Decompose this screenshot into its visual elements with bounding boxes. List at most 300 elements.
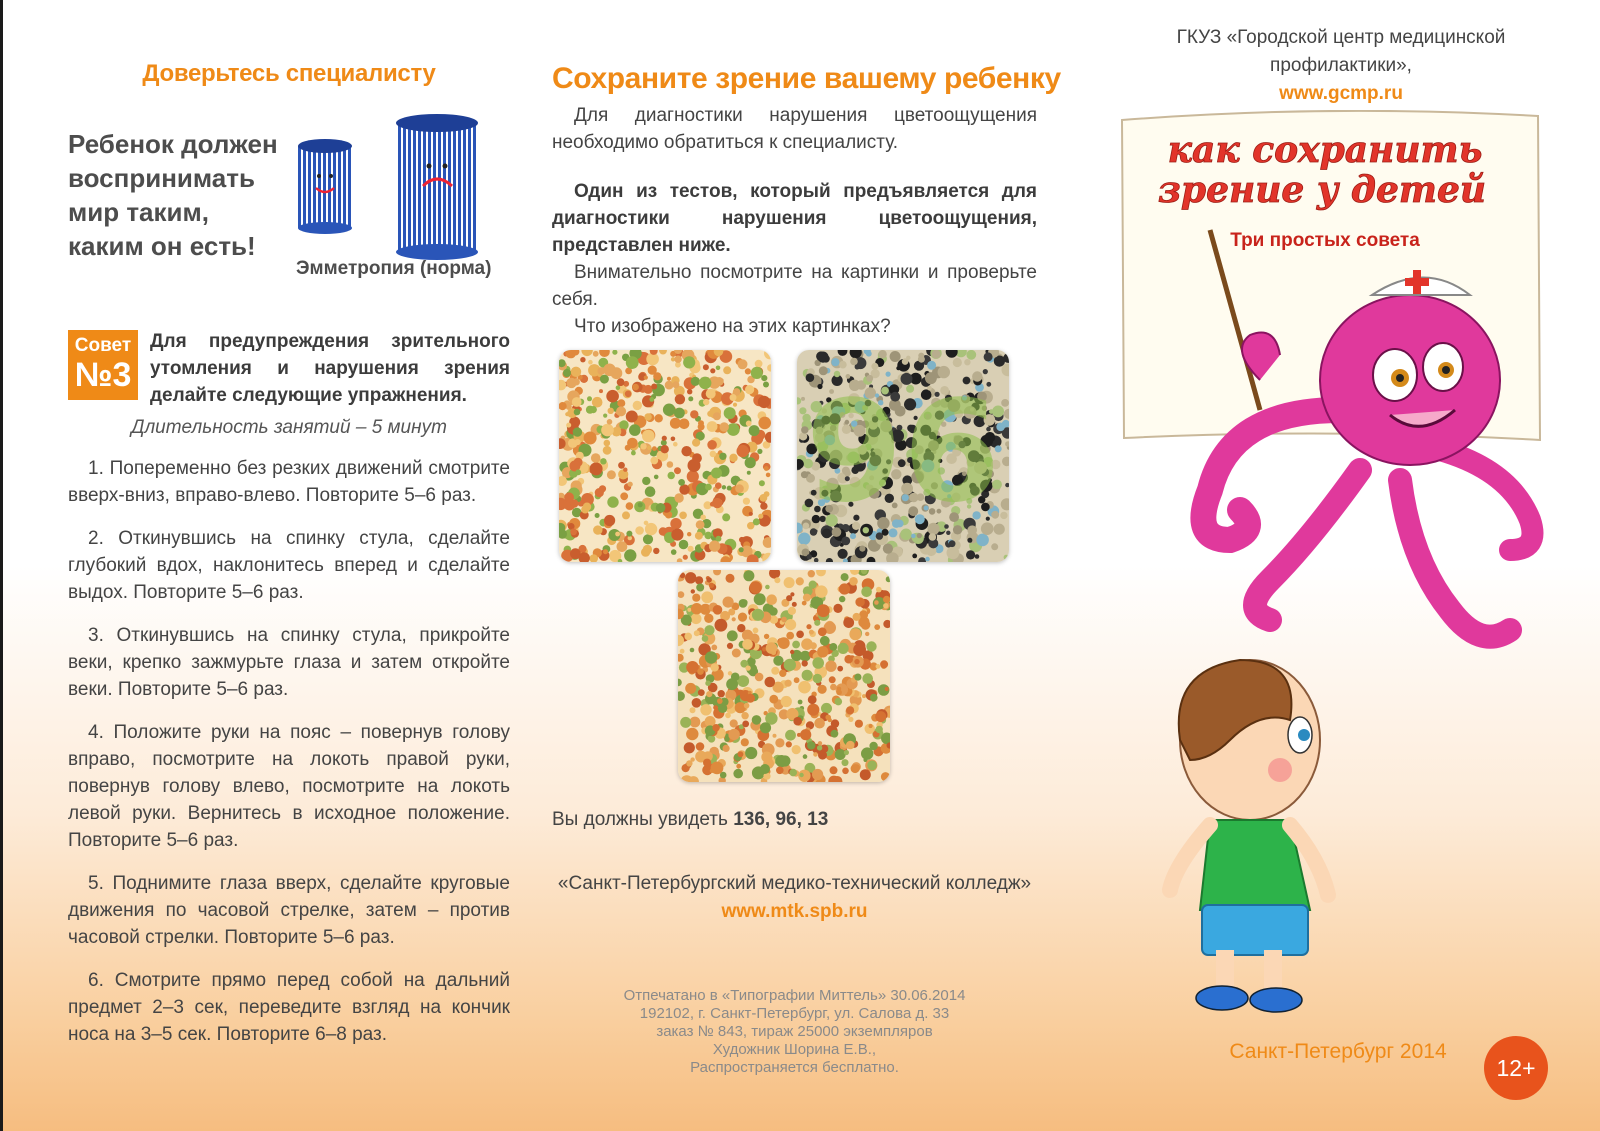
plate-dot xyxy=(817,646,828,657)
plate-dot xyxy=(758,514,763,519)
plate-dot xyxy=(862,673,873,684)
plate-dot xyxy=(672,381,679,388)
plate-dot xyxy=(629,424,641,436)
plate-dot xyxy=(627,438,638,449)
plate-dot xyxy=(878,350,886,358)
plate-dot xyxy=(688,546,694,552)
plate-dot xyxy=(705,484,712,491)
plate-dot xyxy=(640,443,646,449)
plate-dot xyxy=(860,769,871,780)
plate-dot xyxy=(883,544,893,554)
plate-dot xyxy=(628,482,633,487)
plate-dot xyxy=(723,366,731,374)
plate-dot xyxy=(718,690,725,697)
plate-dot xyxy=(703,399,709,405)
plate-dot xyxy=(574,409,581,416)
plate-dot xyxy=(617,541,628,552)
plate-dot xyxy=(814,718,825,729)
plate-dot xyxy=(604,515,615,526)
org-link[interactable]: www.gcmp.ru xyxy=(1279,83,1403,104)
plate-dot xyxy=(700,515,706,521)
plate-dot xyxy=(803,594,811,602)
plate-dot xyxy=(842,768,849,775)
plate-dot xyxy=(590,462,603,475)
plate-dot xyxy=(790,650,794,654)
plate-dot xyxy=(760,764,770,774)
plate-dot xyxy=(867,761,877,771)
plate-dot xyxy=(839,583,850,594)
plate-dot xyxy=(667,461,674,468)
plate-dot xyxy=(739,547,744,552)
plate-dot xyxy=(861,747,873,759)
plate-dot xyxy=(690,410,698,418)
plate-dot xyxy=(723,745,730,752)
plate-dot xyxy=(607,419,613,425)
plate-dot xyxy=(588,360,593,365)
plate-dot xyxy=(654,475,659,480)
plate-dot xyxy=(719,453,726,460)
plate-dot xyxy=(764,634,769,639)
plate-dot xyxy=(683,356,695,368)
plate-dot xyxy=(880,660,888,668)
plate-dot xyxy=(623,468,627,472)
plate-dot xyxy=(603,549,608,554)
plate-dot xyxy=(975,554,980,559)
plate-dot xyxy=(712,724,719,731)
plate-dot xyxy=(692,594,700,602)
plate-dot xyxy=(801,397,805,401)
organization: ГКУЗ «Городской центр медицинской профилактики», www.gcmp.ru xyxy=(1106,24,1576,108)
plate-dot xyxy=(844,750,849,755)
plate-dot xyxy=(580,357,585,362)
plate-dot xyxy=(700,704,711,715)
intro-paragraph: Для диагностики нарушения цветоощущения необходимо обратиться к специалисту. xyxy=(552,105,1037,153)
plate-dot xyxy=(766,594,777,605)
plate-dot xyxy=(799,773,803,777)
plate-dot xyxy=(810,642,817,649)
plate-dot xyxy=(875,711,886,722)
plate-dot xyxy=(854,674,861,681)
plate-dot xyxy=(754,593,766,605)
plate-dot xyxy=(831,719,839,727)
plate-dot xyxy=(896,366,900,370)
plate-dot xyxy=(707,440,717,450)
plate-dot xyxy=(786,632,794,640)
plate-dot xyxy=(807,554,812,559)
plate-dot xyxy=(727,643,733,649)
plate-dot xyxy=(699,377,712,390)
plate-dot xyxy=(722,485,726,489)
plate-dot xyxy=(575,469,581,475)
plate-dot xyxy=(846,741,855,750)
emmetropia-label: Эмметропия (норма) xyxy=(296,258,492,279)
plate-dot xyxy=(746,694,755,703)
plate-dot xyxy=(855,364,860,369)
plate-dot xyxy=(617,399,625,407)
plate-dot xyxy=(829,676,836,683)
plate-dot xyxy=(839,596,845,602)
city-year: Санкт-Петербург 2014 xyxy=(1229,1040,1447,1063)
plate-dot xyxy=(690,648,695,653)
plate-dot xyxy=(812,657,824,669)
plate-dot xyxy=(674,356,681,363)
plate-dot xyxy=(692,453,702,463)
plate-dot xyxy=(890,351,901,362)
plate-dot xyxy=(741,599,747,605)
plate-dot xyxy=(848,717,853,722)
plate-dot xyxy=(600,458,606,464)
plate-dot xyxy=(626,502,634,510)
plate-dot xyxy=(563,369,571,377)
plate-dot xyxy=(691,589,695,593)
plate-dot xyxy=(591,453,601,463)
plate-dot xyxy=(694,630,700,636)
plate-dot xyxy=(656,503,666,513)
plate-dot xyxy=(841,537,850,546)
plate-dot xyxy=(765,677,776,688)
plate-dot xyxy=(647,446,651,450)
plate-dot xyxy=(807,741,815,749)
plate-dot xyxy=(711,663,719,671)
plate-dot xyxy=(855,720,863,728)
plate-dot xyxy=(595,513,600,518)
plate-dot xyxy=(766,642,778,654)
plate-dot xyxy=(684,633,692,641)
plate-dot xyxy=(792,745,801,754)
plate-dot xyxy=(615,532,620,537)
plate-dot xyxy=(752,609,764,621)
plate-dot xyxy=(619,420,628,429)
college-block: «Санкт-Петербургский медико-технический колледж» www.mtk.spb.ru xyxy=(552,870,1037,926)
plate-dot xyxy=(733,403,737,407)
poster-illustration xyxy=(1110,110,1580,670)
plate-dot xyxy=(717,698,723,704)
plate-dot xyxy=(678,479,685,486)
plate-dot xyxy=(745,665,750,670)
plate-dot xyxy=(564,492,574,502)
page-edge xyxy=(0,0,3,1131)
plate-dot xyxy=(813,674,822,683)
right-column xyxy=(1070,0,1600,1131)
small-cylinder xyxy=(298,139,352,234)
plate-dot xyxy=(690,707,696,713)
plate-dot xyxy=(838,643,849,654)
plate-dot xyxy=(687,532,691,536)
plate-dot xyxy=(686,728,698,740)
boy-figure xyxy=(1170,660,1328,1012)
plate-dot xyxy=(755,673,764,682)
plate-dot xyxy=(733,769,743,779)
plate-dot xyxy=(736,764,741,769)
plate-dot xyxy=(779,670,786,677)
plate-dot xyxy=(631,451,636,456)
plate-dot xyxy=(876,587,882,593)
plate-dot xyxy=(785,730,796,741)
plate-dot xyxy=(712,498,722,508)
test-paragraph: Один из тестов, который предъявляется для диагностики нарушения цветоощущения, представлен ниже. xyxy=(552,181,1037,256)
plate-dot xyxy=(835,749,846,760)
plate-dot xyxy=(617,378,625,386)
plate-dot xyxy=(622,511,630,519)
plate-dot xyxy=(803,754,808,759)
college-link[interactable]: www.mtk.spb.ru xyxy=(721,901,868,922)
plate-dot xyxy=(825,661,836,672)
plate-dot xyxy=(809,630,814,635)
plate-dot xyxy=(703,759,711,767)
duration-note: Длительность занятий – 5 минут xyxy=(131,417,447,438)
plate-dot xyxy=(781,696,792,707)
plate-dot xyxy=(684,742,695,753)
plate-dot xyxy=(991,543,998,550)
plate-dot xyxy=(713,705,718,710)
plate-dot xyxy=(601,424,614,437)
plate-dot xyxy=(692,439,700,447)
plate-dot xyxy=(728,729,739,740)
plate-dot xyxy=(757,449,762,454)
ishihara-plate-3 xyxy=(678,570,890,782)
left-column xyxy=(68,60,510,1045)
plate-dot xyxy=(796,577,804,585)
plate-dot xyxy=(758,417,771,430)
plate-dot xyxy=(584,432,597,445)
plate-dot xyxy=(781,617,787,623)
plate-dot xyxy=(738,359,748,369)
plate-dot xyxy=(820,636,830,646)
plate-dot xyxy=(593,525,602,534)
plate-dot xyxy=(638,502,643,507)
plate-dot xyxy=(850,533,856,539)
plate-dot xyxy=(607,470,616,479)
plate-dot xyxy=(663,404,675,416)
plate-dot xyxy=(779,755,790,766)
plate-dot xyxy=(707,421,718,432)
plate-dot xyxy=(722,513,730,521)
plate-dot xyxy=(773,656,783,666)
plate-dot xyxy=(691,603,702,614)
plate-dot xyxy=(726,574,735,583)
plate-dot xyxy=(744,703,750,709)
plate-dot xyxy=(802,660,808,666)
plate-dot xyxy=(731,673,740,682)
plate-dot xyxy=(688,396,693,401)
plate-dot xyxy=(966,350,976,360)
boy-illustration xyxy=(1150,650,1350,1020)
plate-dot xyxy=(616,406,626,416)
plate-dot xyxy=(674,408,685,419)
plate-dot xyxy=(737,445,749,457)
plate-dot xyxy=(707,577,712,582)
plate-dot xyxy=(855,597,864,606)
plate-dot xyxy=(701,591,713,603)
plate-dot xyxy=(670,518,681,529)
plate-dot xyxy=(695,532,703,540)
plate-dot xyxy=(814,620,820,626)
plate-dot xyxy=(774,577,780,583)
plate-dot xyxy=(742,721,749,728)
plate-dot xyxy=(732,617,736,621)
plate-dot xyxy=(606,390,619,403)
plate-dot xyxy=(966,550,975,559)
plate-dot xyxy=(711,762,724,775)
plate-dot xyxy=(876,664,881,669)
plate-dot xyxy=(662,436,667,441)
plate-dot xyxy=(643,534,653,544)
plate-dot xyxy=(645,523,657,535)
plate-dot xyxy=(792,641,800,649)
plate-dot xyxy=(572,397,582,407)
plate-dot xyxy=(738,751,744,757)
plate-dot xyxy=(776,767,784,775)
plate-dot xyxy=(883,596,890,603)
plate-dot xyxy=(843,617,854,628)
poster-subtitle: Три простых совета xyxy=(1230,230,1420,251)
plate-dot xyxy=(681,446,691,456)
plate-dot xyxy=(679,419,690,430)
poster-title-2: зрение у детей xyxy=(1157,169,1487,211)
plate-dot xyxy=(853,764,860,771)
plate-dot xyxy=(831,730,839,738)
exercise-item: 1. Попеременно без резких движений смотрите вверх-вниз, вправо-влево. Повторите 5–6 раз. xyxy=(68,458,510,506)
plate-dot xyxy=(853,613,861,621)
plate-dot xyxy=(652,446,657,451)
plate-dot xyxy=(846,706,854,714)
plate-dot xyxy=(746,421,752,427)
plate-dot xyxy=(696,520,705,529)
plate-dot xyxy=(870,694,878,702)
plate-dot xyxy=(618,462,625,469)
plate-dot xyxy=(607,496,618,507)
plate-dot xyxy=(581,506,589,514)
ishihara-plate-2 xyxy=(797,350,1009,562)
plate-dot xyxy=(745,747,757,759)
plate-dot xyxy=(683,555,688,560)
age-rating-badge: 12+ xyxy=(1484,1036,1548,1100)
plate-dot xyxy=(861,587,872,598)
plate-dot xyxy=(679,540,689,550)
plate-dot xyxy=(713,412,721,420)
plate-dot xyxy=(730,719,738,727)
exercise-item: 4. Положите руки на пояс – повернув голову вправо, посмотрите на локоть правой руки, повернув голову влево, посмотрите на локоть левой руки. Вернитесь в исходное положение. Повторите 5–6 раз. xyxy=(68,722,510,851)
plate-dot xyxy=(674,493,683,502)
plate-dot xyxy=(775,738,784,747)
plate-dot xyxy=(716,366,721,371)
plate-dot xyxy=(592,397,603,408)
plate-dot xyxy=(881,772,890,781)
plate-dot xyxy=(705,651,717,663)
plate-dot xyxy=(604,440,611,447)
plate-dot xyxy=(812,769,823,780)
plate-dot xyxy=(918,356,925,363)
plate-dot xyxy=(839,361,847,369)
plate-dot xyxy=(685,572,696,583)
plate-dot xyxy=(686,661,699,674)
plate-dot xyxy=(769,695,778,704)
plate-dot xyxy=(653,548,659,554)
plate-dot xyxy=(760,502,767,509)
plate-dot xyxy=(865,632,869,636)
plate-dot xyxy=(797,733,801,737)
plate-dot xyxy=(932,350,941,359)
plate-dot xyxy=(715,377,724,386)
plate-dot xyxy=(815,585,827,597)
plate-dot xyxy=(837,666,843,672)
plate-dot xyxy=(849,628,861,640)
plate-dot xyxy=(984,352,993,361)
plate-dot xyxy=(808,695,817,704)
plate-dot xyxy=(687,389,692,394)
plate-dot xyxy=(616,385,621,390)
plate-dot xyxy=(759,480,765,486)
plate-dot xyxy=(608,408,614,414)
plate-dot xyxy=(849,577,858,586)
plate-dot xyxy=(809,581,817,589)
plate-dot xyxy=(842,759,849,766)
plate-dot xyxy=(706,691,712,697)
plate-dot xyxy=(655,414,663,422)
plate-dot xyxy=(788,607,796,615)
plate-dot xyxy=(644,413,651,420)
plate-dot xyxy=(696,742,705,751)
plate-dot xyxy=(743,570,754,581)
plate-dot xyxy=(792,602,797,607)
plate-dot xyxy=(831,358,839,366)
plate-dot xyxy=(818,741,822,745)
plate-dot xyxy=(862,694,866,698)
plate-dot xyxy=(766,473,771,478)
poster-title-1: как сохранить xyxy=(1167,129,1483,171)
plate-dot xyxy=(735,702,746,713)
plate-dot xyxy=(603,414,607,418)
plate-dot xyxy=(751,367,763,379)
plate-dot xyxy=(710,368,715,373)
plate-dot xyxy=(742,639,753,650)
plate-dot xyxy=(749,512,753,516)
plate-dot xyxy=(653,372,661,380)
instruction-paragraph: Внимательно посмотрите на картинки и проверьте себя. xyxy=(552,262,1037,310)
plate-dot xyxy=(704,614,713,623)
plate-dot xyxy=(709,583,714,588)
exercise-item: 2. Откинувшись на спинку стула, сделайте глубокий вдох, наклонитесь вперед и сделайте выдох. Повторите 5–6 раз. xyxy=(68,528,510,603)
plate-dot xyxy=(691,613,702,624)
plate-dot xyxy=(1004,555,1009,560)
plate-dot xyxy=(587,396,592,401)
plate-dot xyxy=(830,766,838,774)
plate-dot xyxy=(571,367,581,377)
plate-dot xyxy=(679,484,689,494)
plate-dot xyxy=(807,704,819,716)
plate-dot xyxy=(668,472,675,479)
plate-dot xyxy=(575,439,581,445)
plate-dot xyxy=(749,425,760,436)
plate-dot xyxy=(773,734,777,738)
plate-dot xyxy=(911,534,916,539)
plate-dot xyxy=(818,685,827,694)
plate-dot xyxy=(802,670,813,681)
plate-dot xyxy=(680,573,686,579)
plate-dot xyxy=(866,351,872,357)
plate-dot xyxy=(798,700,803,705)
plate-dot xyxy=(953,358,962,367)
plate-dot xyxy=(745,385,754,394)
tip-text: Для предупреждения зрительного утомления и нарушения зрения делайте следующие упражнения. xyxy=(150,331,510,406)
plate-dot xyxy=(603,446,612,455)
plate-dot xyxy=(661,445,669,453)
plate-dot xyxy=(927,361,936,370)
plate-dot xyxy=(778,637,790,649)
plate-dot xyxy=(830,684,837,691)
plate-dot xyxy=(716,536,722,542)
plate-dot xyxy=(574,458,583,467)
